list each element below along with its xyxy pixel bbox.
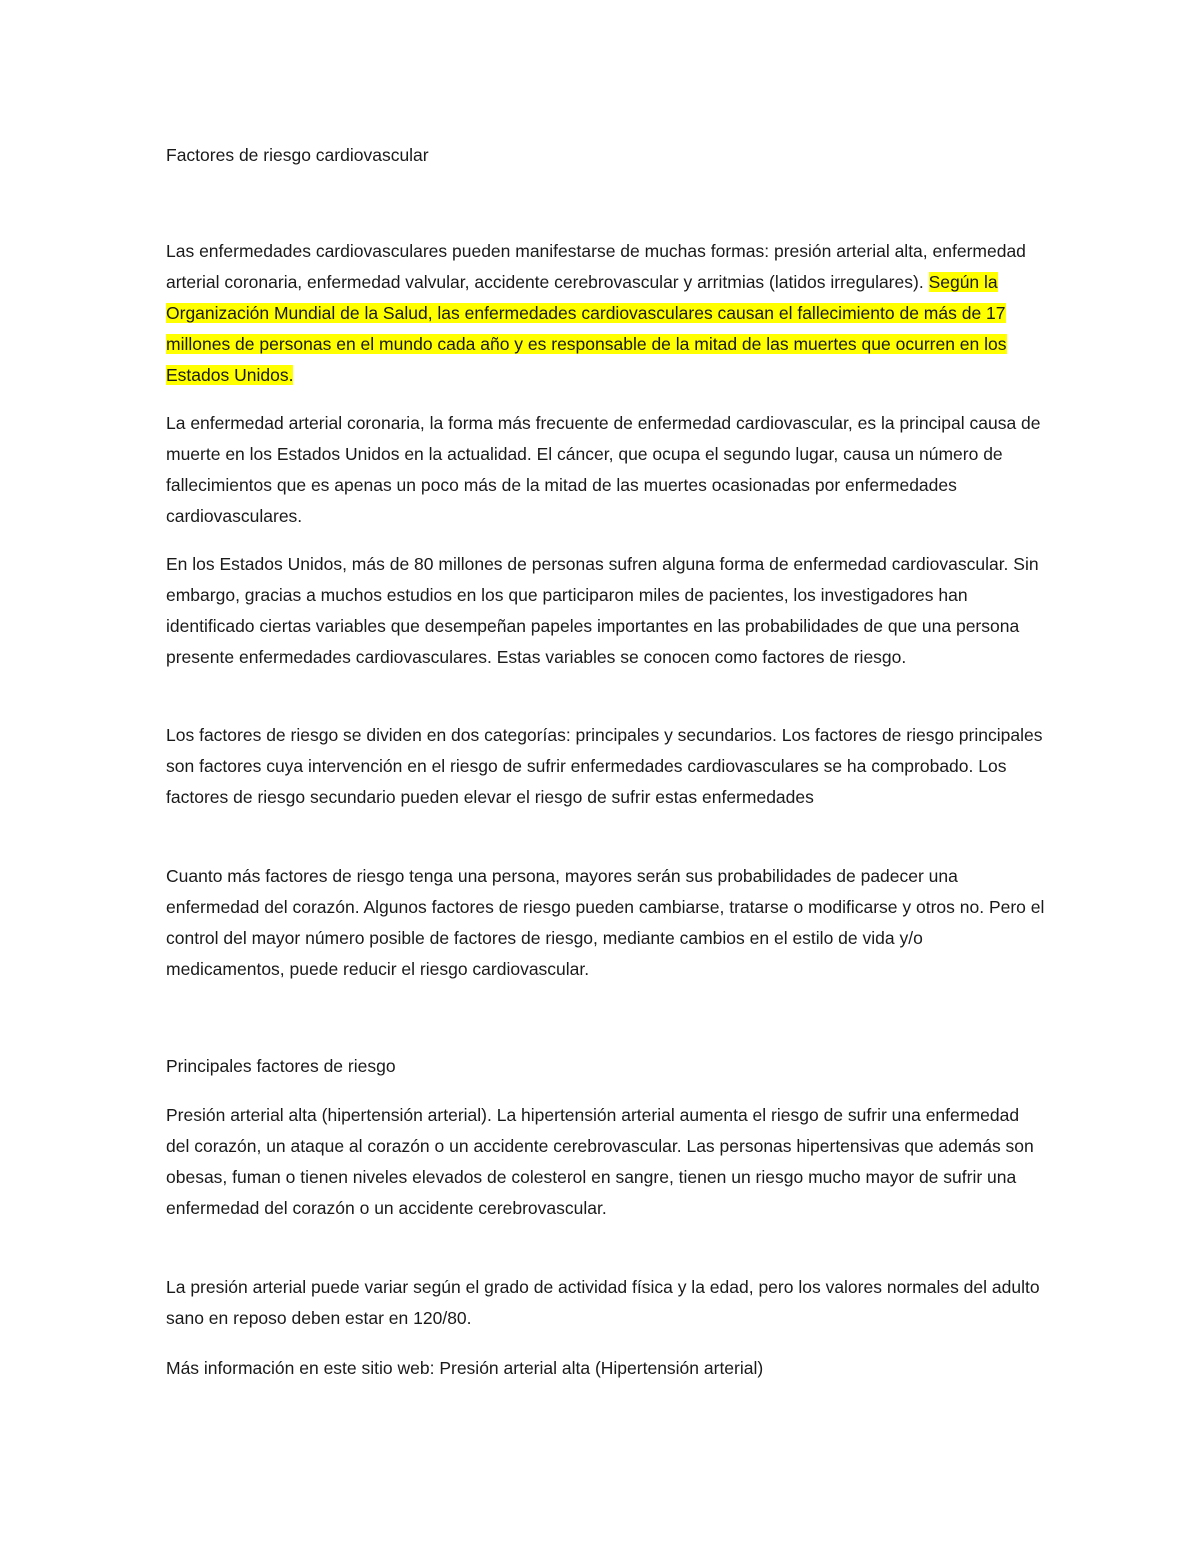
- paragraph-5: Cuanto más factores de riesgo tenga una persona, mayores serán sus probabilidades de padecer una enfermedad del corazón. Algunos factores de riesgo pueden cambiarse, tratarse o modificarse y otros no. Pero el control del mayor número posible de factores de riesgo, mediante cambios en el estilo de vida y/o medicamentos, puede reducir el riesgo cardiovascular.: [166, 866, 1045, 979]
- paragraph-3: En los Estados Unidos, más de 80 millones de personas sufren alguna forma de enfermedad cardiovascular. Sin embargo, gracias a muchos estudios en los que participaron miles de pacientes, los investigadores han identificado ciertas variables que desempeñan papeles importantes en las probabilidades de que una persona presente enfermedades cardiovasculares. Estas variables se conocen como factores de riesgo.: [166, 554, 1039, 667]
- paragraph-8-more-info: Más información en este sitio web: Presión arterial alta (Hipertensión arterial): [166, 1358, 764, 1378]
- paragraph-1-highlighted-text: Según la Organización Mundial de la Salud, las enfermedades cardiovasculares causan el fallecimiento de más de 17 millones de personas en el mundo cada año y es responsable de la mitad de las muertes que ocurren en los Estados Unidos.: [166, 272, 1007, 385]
- paragraph-1-text: Las enfermedades cardiovasculares pueden manifestarse de muchas formas: presión arterial alta, enfermedad arterial coronaria, enfermedad valvular, accidente cerebrovascular y arritmias (latidos irregulares).: [166, 241, 1026, 292]
- document-title: Factores de riesgo cardiovascular: [166, 145, 429, 165]
- paragraph-7: La presión arterial puede variar según el grado de actividad física y la edad, pero los valores normales del adulto sano en reposo deben estar en 120/80.: [166, 1277, 1040, 1328]
- paragraph-4: Los factores de riesgo se dividen en dos categorías: principales y secundarios. Los factores de riesgo principales son factores cuya intervención en el riesgo de sufrir enfermedades cardiovasculares se ha comprobado. Los factores de riesgo secundario pueden elevar el riesgo de sufrir estas enfermedades: [166, 725, 1043, 807]
- paragraph-2: La enfermedad arterial coronaria, la forma más frecuente de enfermedad cardiovascular, es la principal causa de muerte en los Estados Unidos en la actualidad. El cáncer, que ocupa el segundo lugar, causa un número de fallecimientos que es apenas un poco más de la mitad de las muertes ocasionadas por enfermedades cardiovasculares.: [166, 413, 1041, 526]
- paragraph-6: Presión arterial alta (hipertensión arterial). La hipertensión arterial aumenta el riesgo de sufrir una enfermedad del corazón, un ataque al corazón o un accidente cerebrovascular. Las personas hipertensivas que además son obesas, fuman o tienen niveles elevados de colesterol en sangre, tienen un riesgo mucho mayor de sufrir una enfermedad del corazón o un accidente cerebrovascular.: [166, 1105, 1034, 1218]
- paragraph-1: [166, 236, 1046, 391]
- section-heading: Principales factores de riesgo: [166, 1056, 396, 1076]
